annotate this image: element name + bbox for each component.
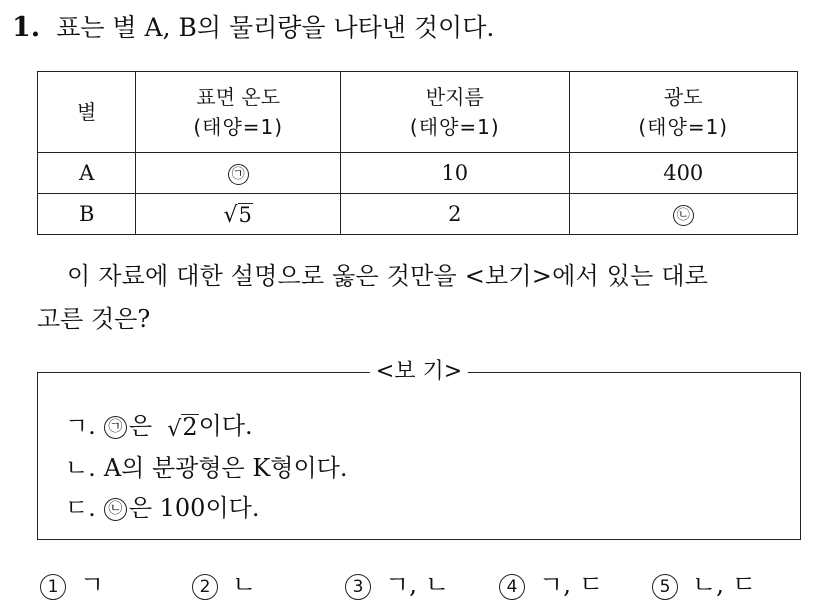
star-properties-table <box>37 71 798 235</box>
cell-luminosity <box>569 194 798 235</box>
sqrt-symbol: √ 2 <box>167 413 198 442</box>
header-star: 별 <box>38 72 136 153</box>
cell-radius: 2 <box>341 194 569 235</box>
answer-choice-1[interactable]: 1 ㄱ <box>40 565 104 601</box>
answer-choice-3[interactable]: 3 ㄱ, ㄴ <box>345 565 449 601</box>
answer-choice-2[interactable]: 2 ㄴ <box>192 565 256 601</box>
statement-c: ㄷ. ㉡ 은 100이다. <box>65 494 260 522</box>
circled-marker-b: ㉡ <box>104 498 127 521</box>
table-row <box>38 153 798 194</box>
circled-marker-b: ㉡ <box>673 205 694 226</box>
cell-temperature <box>136 194 341 235</box>
bogi-box <box>37 359 801 540</box>
question-text: 표는 별 A, B의 물리량을 나타낸 것이다. <box>56 13 495 42</box>
answer-choice-5[interactable]: 5 ㄴ, ㄷ <box>652 565 756 601</box>
statement-a: ㄱ. ㉠ 은 √ 2 이다. <box>65 412 253 442</box>
cell-temperature <box>136 153 341 194</box>
circled-marker-a: ㉠ <box>104 416 127 439</box>
header-radius: 반지름 (태양=1) <box>341 72 569 153</box>
table-header-row <box>38 72 798 153</box>
cell-star-name: B <box>38 194 136 235</box>
header-surface-temperature: 표면 온도 (태양=1) <box>136 72 341 153</box>
table-row <box>38 194 798 235</box>
circled-marker-a: ㉠ <box>228 164 249 185</box>
cell-luminosity: 400 <box>569 153 798 194</box>
bogi-title: <보 기> <box>370 358 468 386</box>
statement-b: ㄴ. A의 분광형은 K형이다. <box>65 454 348 482</box>
question-title <box>12 8 494 44</box>
sqrt-symbol: √ 5 <box>223 202 252 228</box>
cell-radius: 10 <box>341 153 569 194</box>
header-luminosity: 광도 (태양=1) <box>569 72 798 153</box>
answer-choice-4[interactable]: 4 ㄱ, ㄷ <box>499 565 603 601</box>
question-instruction: 이 자료에 대한 설명으로 옳은 것만을 <보기>에서 있는 대로 고른 것은? <box>37 262 709 333</box>
question-number: 1. <box>12 12 41 43</box>
cell-star-name: A <box>38 153 136 194</box>
